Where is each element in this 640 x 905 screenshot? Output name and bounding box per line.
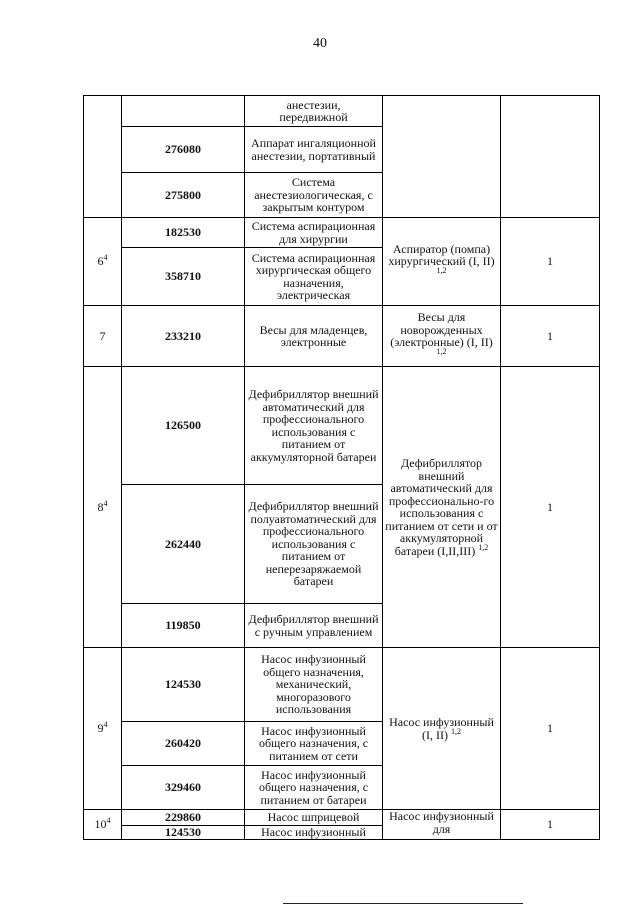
equipment-table [83,95,600,840]
table-row [84,810,600,826]
quantity-cell: 1 [501,306,600,367]
code-cell: 182530 [122,218,245,248]
row-number-cell: $6^4$ [84,218,122,306]
code-cell: 275800 [122,173,245,218]
category-cell: Весы для новорожденных (электронные) (I, II) $^{1,2}$ [383,306,501,367]
device-name-cell: Весы для младенцев, электронные [245,306,383,367]
category-cell: Дефибриллятор внешний автоматический для профессионально-го использования с питанием от сети и от аккумуляторной батареи (I,II,III) $^{1,2}$ [383,367,501,648]
table-row [84,96,600,127]
page-edge-line [283,903,523,904]
table-row [84,218,600,248]
device-name-cell: Насос инфузионный общего назначения, с питанием от батареи [245,766,383,810]
row-number-cell: $8^4$ [84,367,122,648]
code-cell: 262440 [122,485,245,604]
device-name-cell: Насос шприцевой [245,810,383,826]
device-name-cell: Система анестезиологическая, с закрытым контуром [245,173,383,218]
device-name-cell: Насос инфузионный [245,826,383,840]
device-name-cell: Дефибриллятор внешний с ручным управлением [245,604,383,648]
device-name-cell: Дефибриллятор внешний полуавтоматический для профессионального использования с питанием от неперезаряжаемой батареи [245,485,383,604]
table-row [84,648,600,722]
category-cell: Насос инфузионный (I, II) $^{1,2}$ [383,648,501,810]
device-name-cell: Система аспирационная для хирургии [245,218,383,248]
device-name-cell: Насос инфузионный общего назначения, механический, многоразового использования [245,648,383,722]
quantity-cell [501,96,600,218]
code-cell: 124530 [122,648,245,722]
table-row [84,306,600,367]
code-cell: 126500 [122,367,245,485]
category-cell: Аспиратор (помпа) хирургический (I, II) $^{1,2}$ [383,218,501,306]
quantity-cell: 1 [501,218,600,306]
device-name-cell: анестезии, передвижной [245,96,383,127]
table-row [84,367,600,485]
row-number-cell: $10^4$ [84,810,122,840]
quantity-cell: 1 [501,648,600,810]
code-cell: 358710 [122,248,245,306]
code-cell: 229860 [122,810,245,826]
code-cell: 124530 [122,826,245,840]
quantity-cell: 1 [501,367,600,648]
category-cell: Насос инфузионный для [383,810,501,840]
category-cell [383,96,501,218]
device-name-cell: Дефибриллятор внешний автоматический для профессионального использования с питанием от аккумуляторной батареи [245,367,383,485]
code-cell: 260420 [122,722,245,766]
row-number-cell: 7 [84,306,122,367]
code-cell: 329460 [122,766,245,810]
page-number: 40 [313,36,327,51]
code-cell: 233210 [122,306,245,367]
row-number-cell: $9^4$ [84,648,122,810]
code-cell: 119850 [122,604,245,648]
quantity-cell: 1 [501,810,600,840]
code-cell [122,96,245,127]
code-cell: 276080 [122,127,245,173]
device-name-cell: Система аспирационная хирургическая общего назначения, электрическая [245,248,383,306]
device-name-cell: Аппарат ингаляционной анестезии, портативный [245,127,383,173]
device-name-cell: Насос инфузионный общего назначения, с питанием от сети [245,722,383,766]
row-number-cell [84,96,122,218]
